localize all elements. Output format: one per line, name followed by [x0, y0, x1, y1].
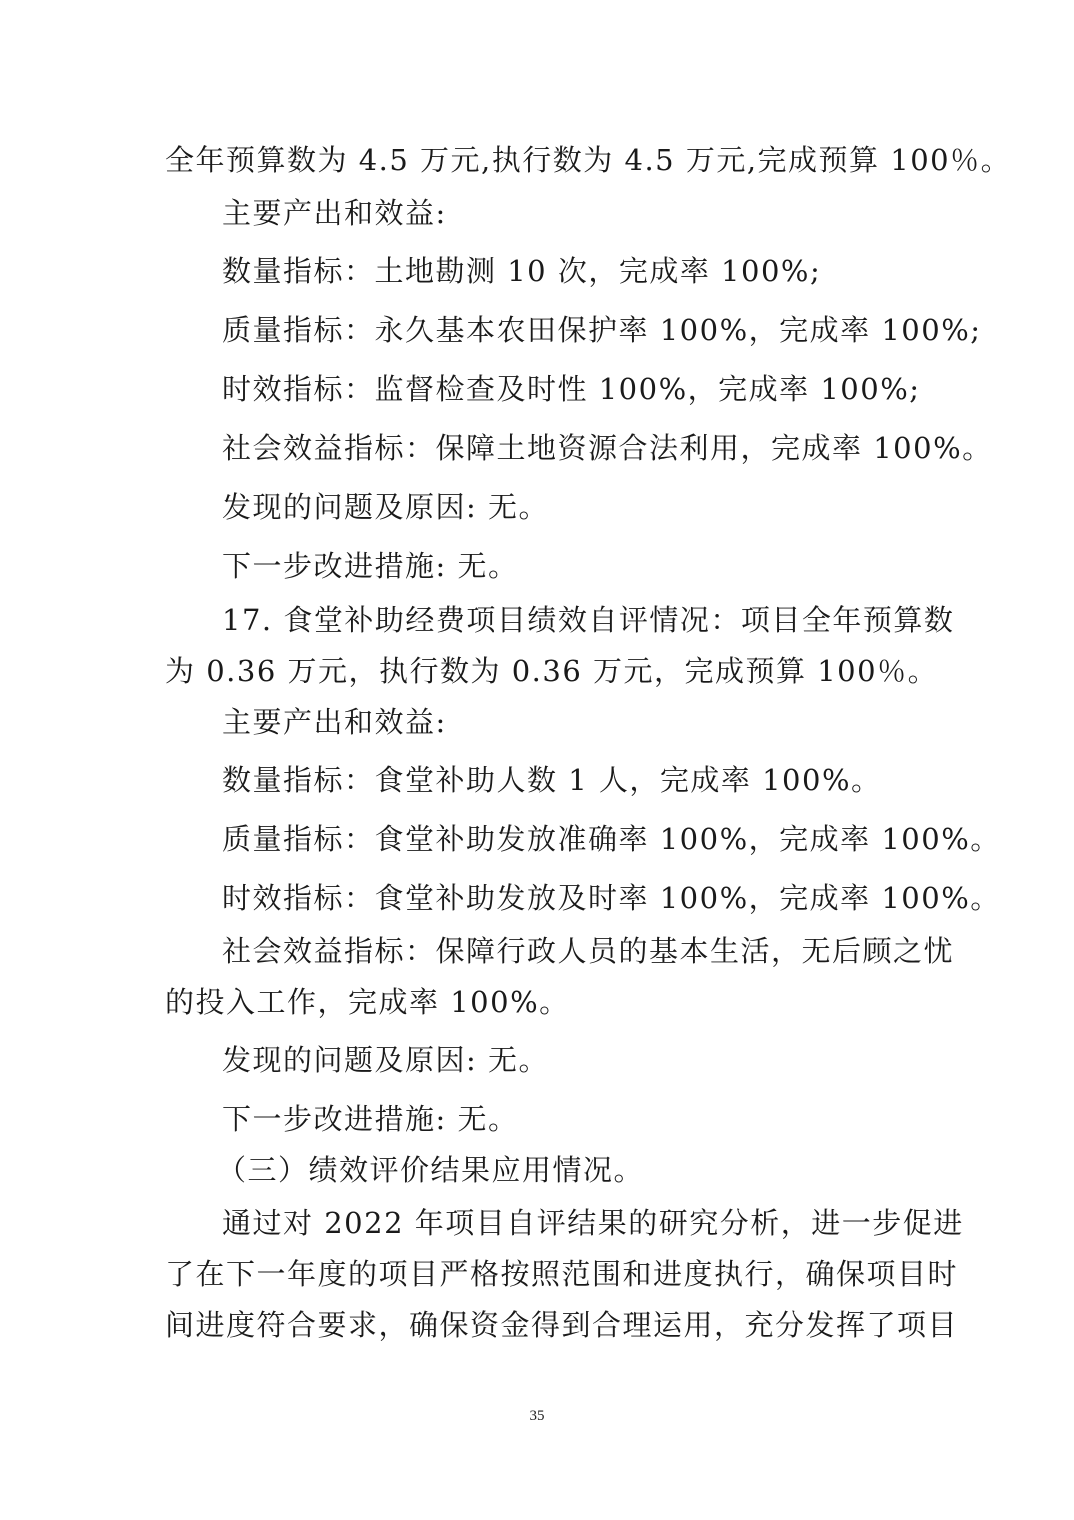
- paragraph-line: 下一步改进措施: 无。: [222, 549, 519, 583]
- paragraph-line: 社会效益指标：保障土地资源合法利用，完成率 100%。: [222, 431, 993, 465]
- paragraph-line: 为 0.36 万元，执行数为 0.36 万元，完成预算 100％。: [165, 654, 939, 688]
- paragraph-line: 通过对 2022 年项目自评结果的研究分析，进一步促进: [222, 1206, 964, 1240]
- paragraph-line: 间进度符合要求，确保资金得到合理运用，充分发挥了项目: [165, 1308, 959, 1342]
- paragraph-line: 全年预算数为 4.5 万元,执行数为 4.5 万元,完成预算 100％。: [165, 143, 1012, 177]
- paragraph-line: 质量指标：永久基本农田保护率 100%，完成率 100%;: [222, 313, 982, 347]
- paragraph-line: 质量指标：食堂补助发放准确率 100%，完成率 100%。: [222, 822, 1001, 856]
- paragraph-line: 数量指标：食堂补助人数 1 人，完成率 100%。: [222, 763, 882, 797]
- paragraph-line: 下一步改进措施: 无。: [222, 1102, 519, 1136]
- paragraph-line: 时效指标：监督检查及时性 100%，完成率 100%;: [222, 372, 921, 406]
- paragraph-line: 17. 食堂补助经费项目绩效自评情况：项目全年预算数: [222, 603, 955, 637]
- paragraph-line: 主要产出和效益:: [222, 705, 447, 739]
- paragraph-line: 发现的问题及原因: 无。: [222, 1043, 549, 1077]
- paragraph-line: 数量指标：土地勘测 10 次，完成率 100%;: [222, 254, 822, 288]
- section-heading: （三）绩效评价结果应用情况。: [217, 1153, 645, 1187]
- paragraph-line: 的投入工作，完成率 100%。: [165, 985, 570, 1019]
- paragraph-line: 社会效益指标：保障行政人员的基本生活，无后顾之忧: [222, 934, 955, 968]
- paragraph-line: 主要产出和效益:: [222, 196, 447, 230]
- paragraph-line: 了在下一年度的项目严格按照范围和进度执行，确保项目时: [165, 1257, 959, 1291]
- paragraph-line: 时效指标：食堂补助发放及时率 100%，完成率 100%。: [222, 881, 1001, 915]
- paragraph-line: 发现的问题及原因: 无。: [222, 490, 549, 524]
- page-number: 35: [529, 1408, 545, 1424]
